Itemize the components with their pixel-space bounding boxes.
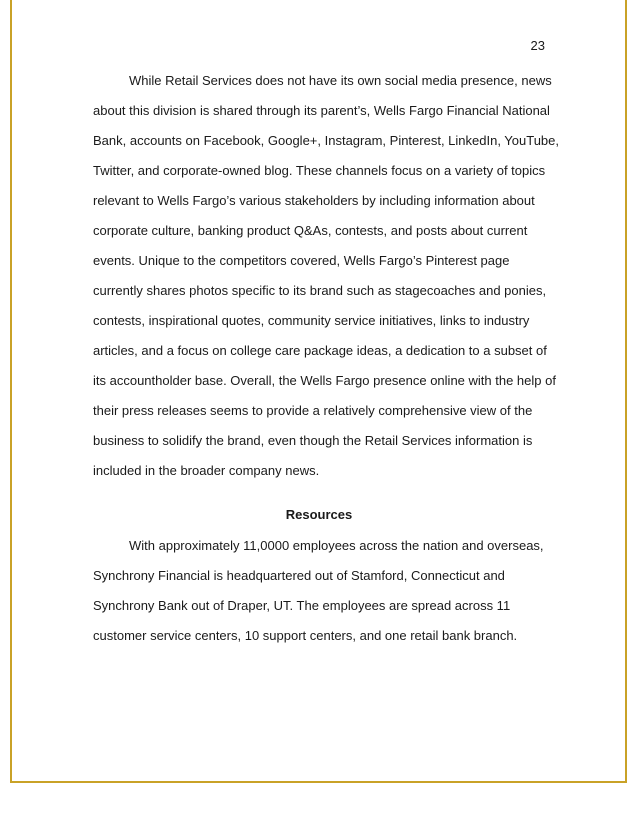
text-line: Bank, accounts on Facebook, Google+, Instagram, Pinterest, LinkedIn, YouTube, (93, 133, 560, 148)
paragraph-resources (93, 531, 551, 651)
text-line: currently shares photos specific to its brand such as stagecoaches and ponies, (93, 283, 547, 298)
page-number: 23 (530, 38, 545, 53)
text-line: Synchrony Bank out of Draper, UT. The employees are spread across 11 (93, 598, 511, 613)
section-heading-resources: Resources (285, 507, 353, 522)
paragraph-social-media (93, 66, 560, 486)
text-line: relevant to Wells Fargo’s various stakeholders by including information about (93, 193, 535, 208)
text-line: their press releases seems to provide a relatively comprehensive view of the (93, 403, 533, 418)
text-line: Synchrony Financial is headquartered out of Stamford, Connecticut and (93, 568, 505, 583)
text-line: corporate culture, banking product Q&As, contests, and posts about current (93, 223, 528, 238)
text-line: Twitter, and corporate-owned blog. These channels focus on a variety of topics (93, 163, 546, 178)
text-line: articles, and a focus on college care package ideas, a dedication to a subset of (93, 343, 547, 358)
text-line: about this division is shared through its parent’s, Wells Fargo Financial National (93, 103, 550, 118)
text-line: included in the broader company news. (93, 463, 320, 478)
text-line: While Retail Services does not have its own social media presence, news (129, 73, 552, 88)
text-line: With approximately 11,0000 employees across the nation and overseas, (129, 538, 544, 553)
text-line: its accountholder base. Overall, the Wells Fargo presence online with the help of (93, 373, 556, 388)
text-line: events. Unique to the competitors covered, Wells Fargo’s Pinterest page (93, 253, 510, 268)
text-line: contests, inspirational quotes, community service initiatives, links to industry (93, 313, 530, 328)
text-line: customer service centers, 10 support centers, and one retail bank branch. (93, 628, 518, 643)
text-line: business to solidify the brand, even though the Retail Services information is (93, 433, 533, 448)
